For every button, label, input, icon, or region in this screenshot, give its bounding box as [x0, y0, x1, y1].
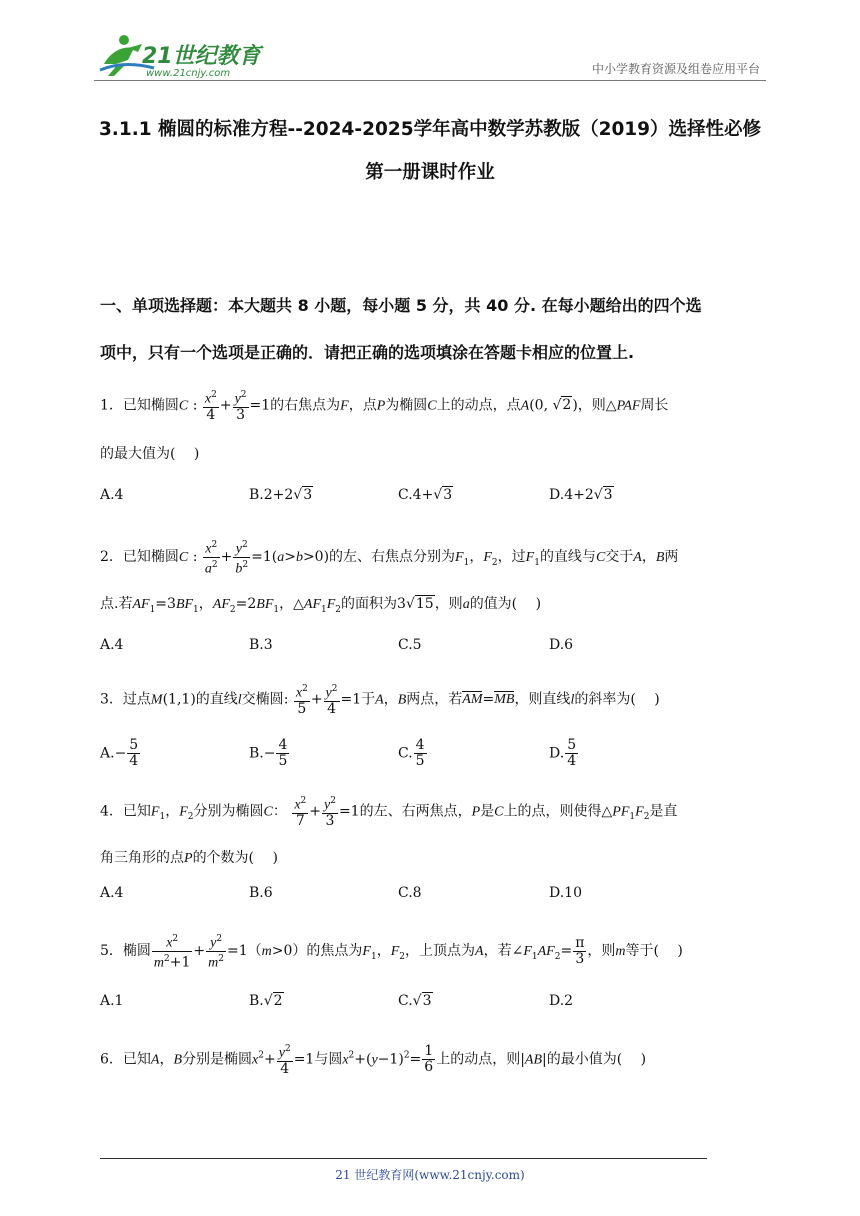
- question-2-option-c: C.5: [398, 637, 422, 653]
- header-divider: [94, 80, 766, 81]
- question-4-option-c: C.8: [398, 885, 422, 901]
- question-5-option-c: C.√3: [398, 993, 432, 1009]
- footer-text: 21 世纪教育网(www.21cnjy.com): [335, 1168, 525, 1182]
- question-4-option-d: D.10: [549, 885, 582, 901]
- question-1-option-d: D.4+2√3: [549, 487, 613, 503]
- question-2-option-b: B.3: [249, 637, 273, 653]
- site-name: 中小学教育资源及组卷应用平台: [592, 62, 761, 76]
- question-2-line-1: 2．已知椭圆C : $\frac{x^2}{a^2}$ + $\frac{y^2}{b^2}$ =1(a>b>0)的左、右焦点分别为$F_1$，$F_2$，过$F_1$的直线与C交于A，B两: [100, 540, 679, 577]
- question-1-option-b: B.2+2√3: [249, 487, 313, 503]
- question-1-line-2: 的最大值为( ): [100, 446, 200, 462]
- question-5-option-a: A.1: [100, 993, 124, 1009]
- page-title-line-2: 第一册课时作业: [365, 162, 495, 183]
- question-6-line-1: 6．已知A，B分别是椭圆$x^2+$ $\frac{y^2}{4}$ =1与圆$x^2+(y-1)^2=$ $\frac{1}{6}$ 上的动点，则|AB|的最小值为( ): [100, 1042, 647, 1077]
- logo-text: 21世纪教育: [142, 44, 261, 69]
- question-5-option-b: B.√2: [249, 993, 283, 1009]
- question-1-line-1: 1．已知椭圆C : $\frac{x^2}{4}$ + $\frac{y^2}{3}$ =1的右焦点为F，点P为椭圆C上的动点，点A(0, √2)，则△PAF周长: [100, 390, 669, 423]
- question-4-line-1: 4．已知$F_1$，$F_2$分别为椭圆C： $\frac{x^2}{7}$ + $\frac{y^2}{3}$ =1的左、右两焦点，P是C上的点，则使得$\triangle PF_1F_2$是直: [100, 796, 678, 829]
- question-4-option-a: A.4: [100, 885, 124, 901]
- question-1-option-a: A.4: [100, 487, 124, 503]
- question-4-option-b: B.6: [249, 885, 273, 901]
- question-2-line-2: 点.若$AF_1=3BF_1$，$AF_2=2BF_1$，$\triangle AF_1F_2$的面积为3√15，则a的值为( ): [100, 596, 542, 615]
- question-3-option-a: A.− $\frac{5}{4}$: [100, 737, 139, 769]
- question-5-line-1: 5．椭圆 $\frac{x^2}{m^2+1}$ + $\frac{y^2}{m^2}$ =1（m>0）的焦点为$F_1$，$F_2$，上顶点为A，若$\angle F_1AF_2=$ $\frac{\pi}{3}$ ，则m等于( ): [100, 934, 683, 971]
- question-3-line-1: 3．过点M(1,1)的直线l交椭圆: $\frac{x^2}{5}$ + $\frac{y^2}{4}$ =1于A，B两点，若AM=MB，则直线l的斜率为( ): [100, 684, 660, 717]
- site-logo: [94, 30, 264, 82]
- section-heading-line-1: 一、单项选择题：本大题共 8 小题，每小题 5 分，共 40 分. 在每小题给出的四个选: [100, 296, 702, 315]
- page-title-line-1: 3.1.1 椭圆的标准方程--2024-2025学年高中数学苏教版（2019）选择性必修: [98, 119, 762, 140]
- question-1-option-c: C.4+√3: [398, 487, 453, 503]
- question-3-option-b: B.− $\frac{4}{5}$: [249, 737, 288, 769]
- question-3-option-d: D. $\frac{5}{4}$: [549, 737, 577, 769]
- footer-divider: [100, 1158, 707, 1159]
- question-5-option-d: D.2: [549, 993, 574, 1009]
- question-2-option-d: D.6: [549, 637, 574, 653]
- section-heading-line-2: 项中，只有一个选项是正确的．请把正确的选项填涂在答题卡相应的位置上.: [100, 343, 635, 362]
- logo-url: www.21cnjy.com: [146, 68, 231, 79]
- question-4-line-2: 角三角形的点P的个数为( ): [100, 850, 278, 866]
- question-3-option-c: C. $\frac{4}{5}$: [398, 737, 425, 769]
- question-2-option-a: A.4: [100, 637, 124, 653]
